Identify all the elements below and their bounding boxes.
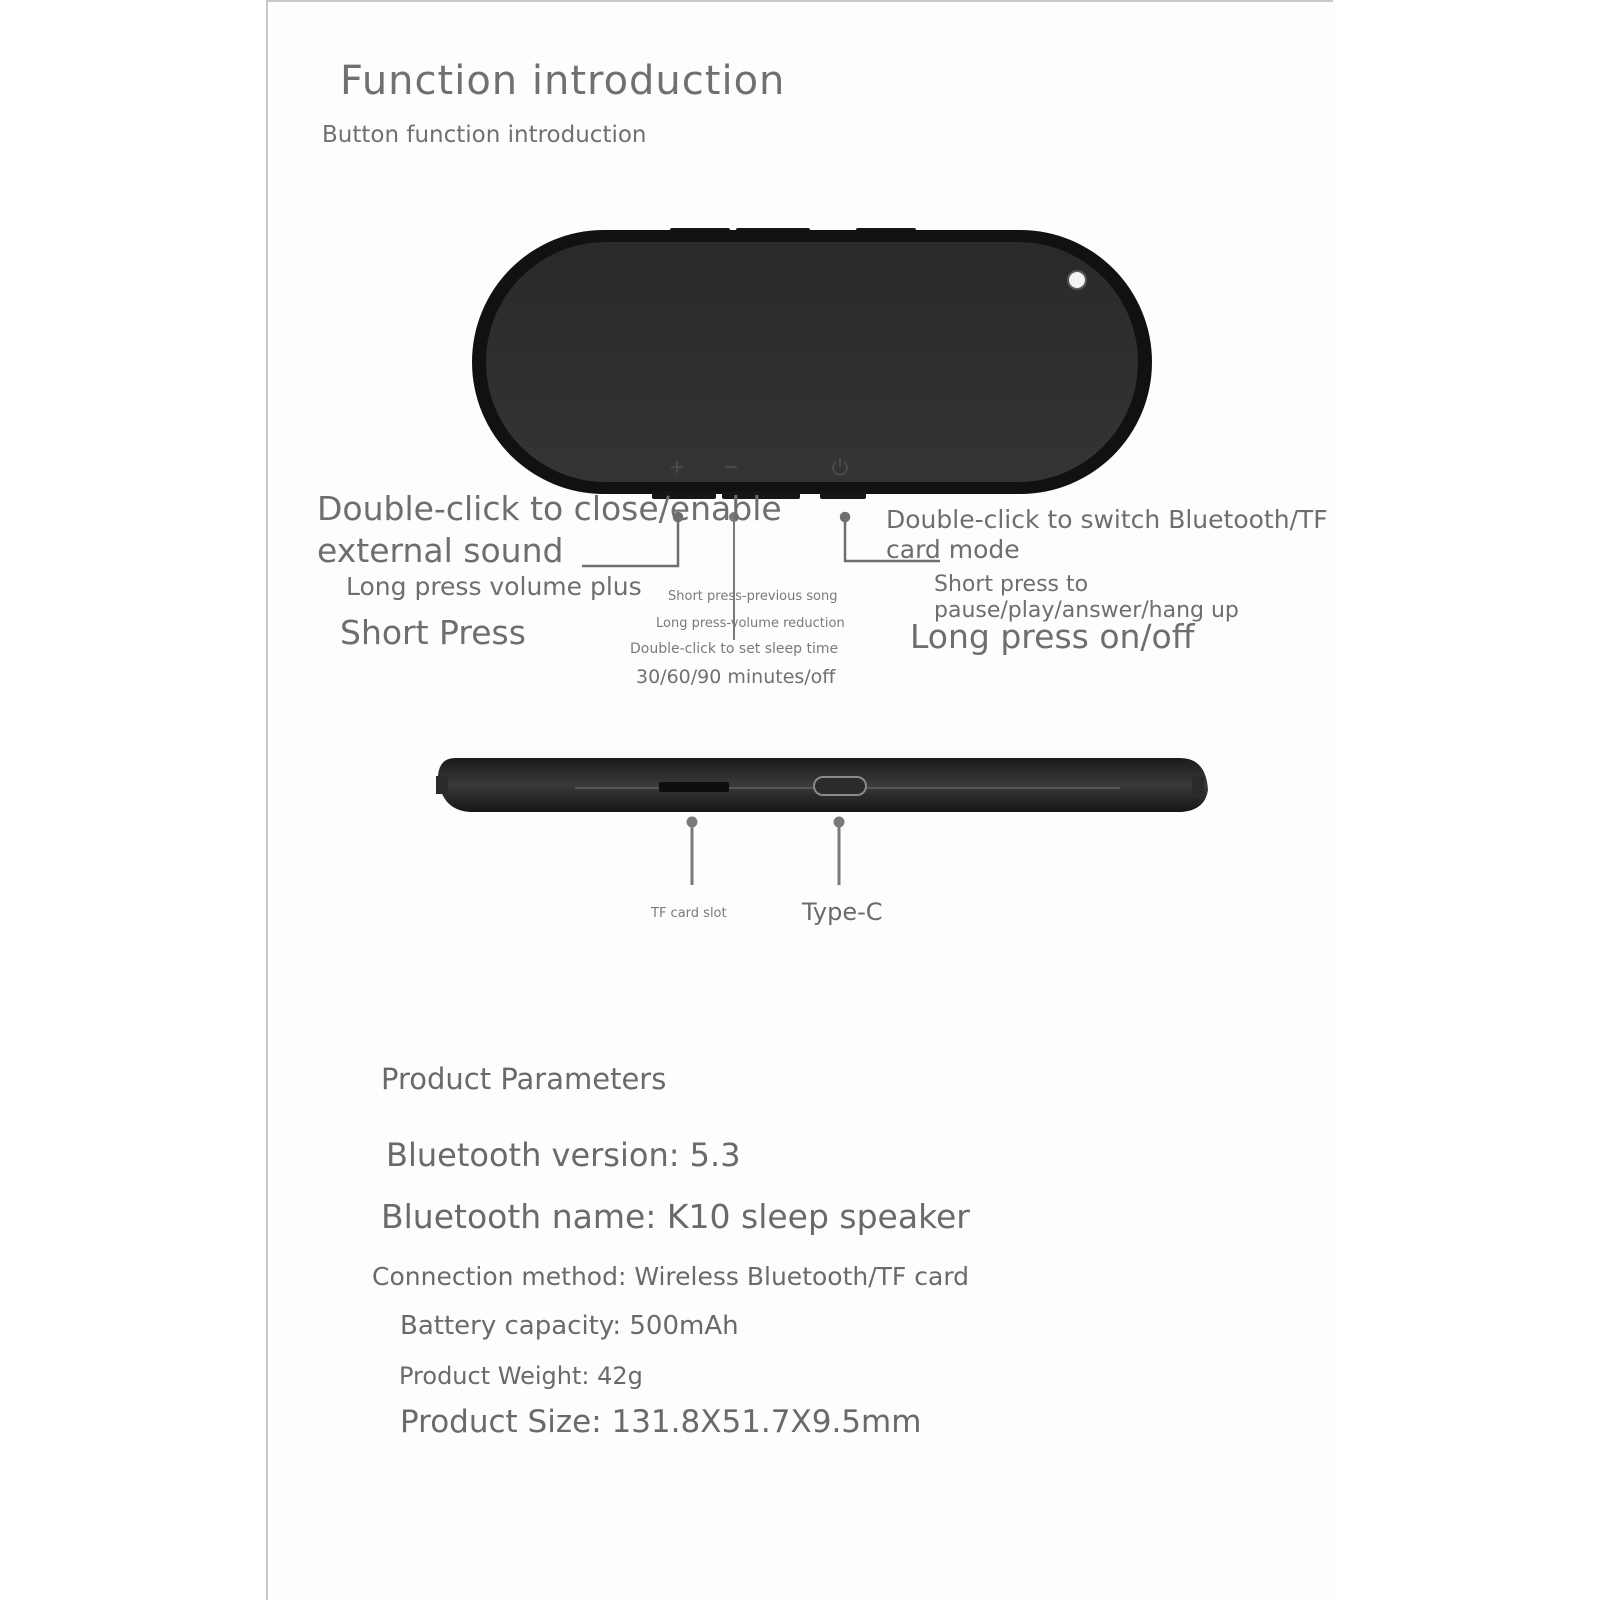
parameters-title: Product Parameters	[381, 1062, 667, 1096]
power-long-press-label: Long press on/off	[910, 617, 1195, 656]
param-product-weight: Product Weight: 42g	[399, 1362, 643, 1390]
minus-double-click-label: Double-click to set sleep time	[630, 641, 839, 657]
minus-sleep-options-label: 30/60/90 minutes/off	[636, 666, 836, 688]
plus-double-click-label: Double-click to close/enable external sound	[317, 489, 782, 570]
type-c-leader-line	[835, 818, 843, 885]
plus-long-press-label: Long press volume plus	[346, 572, 642, 601]
param-bluetooth-name: Bluetooth name: K10 sleep speaker	[381, 1197, 970, 1236]
plus-short-press-label: Short Press	[340, 613, 526, 652]
param-battery-capacity: Battery capacity: 500mAh	[400, 1311, 739, 1341]
page-title: Function introduction	[340, 58, 786, 104]
type-c-label: Type-C	[802, 898, 883, 926]
power-double-click-label: Double-click to switch Bluetooth/TF card mode	[886, 505, 1328, 564]
param-connection-method: Connection method: Wireless Bluetooth/TF card	[372, 1262, 970, 1291]
speaker-front-view	[472, 230, 1152, 494]
param-product-size: Product Size: 131.8X51.7X9.5mm	[400, 1404, 922, 1440]
section-subtitle: Button function introduction	[322, 122, 647, 148]
tf-card-slot-port	[659, 782, 729, 792]
lanyard-hole	[1068, 271, 1086, 289]
power-short-press-label: Short press to pause/play/answer/hang up	[934, 572, 1239, 623]
tf-card-leader-line	[688, 818, 696, 885]
type-c-port	[814, 777, 866, 795]
minus-short-press-label: Short press-previous song	[668, 589, 838, 604]
param-bluetooth-version: Bluetooth version: 5.3	[386, 1136, 741, 1174]
tf-card-slot-label: TF card slot	[651, 906, 727, 921]
minus-long-press-label: Long press-volume reduction	[656, 616, 845, 631]
speaker-side-view	[436, 758, 1208, 812]
